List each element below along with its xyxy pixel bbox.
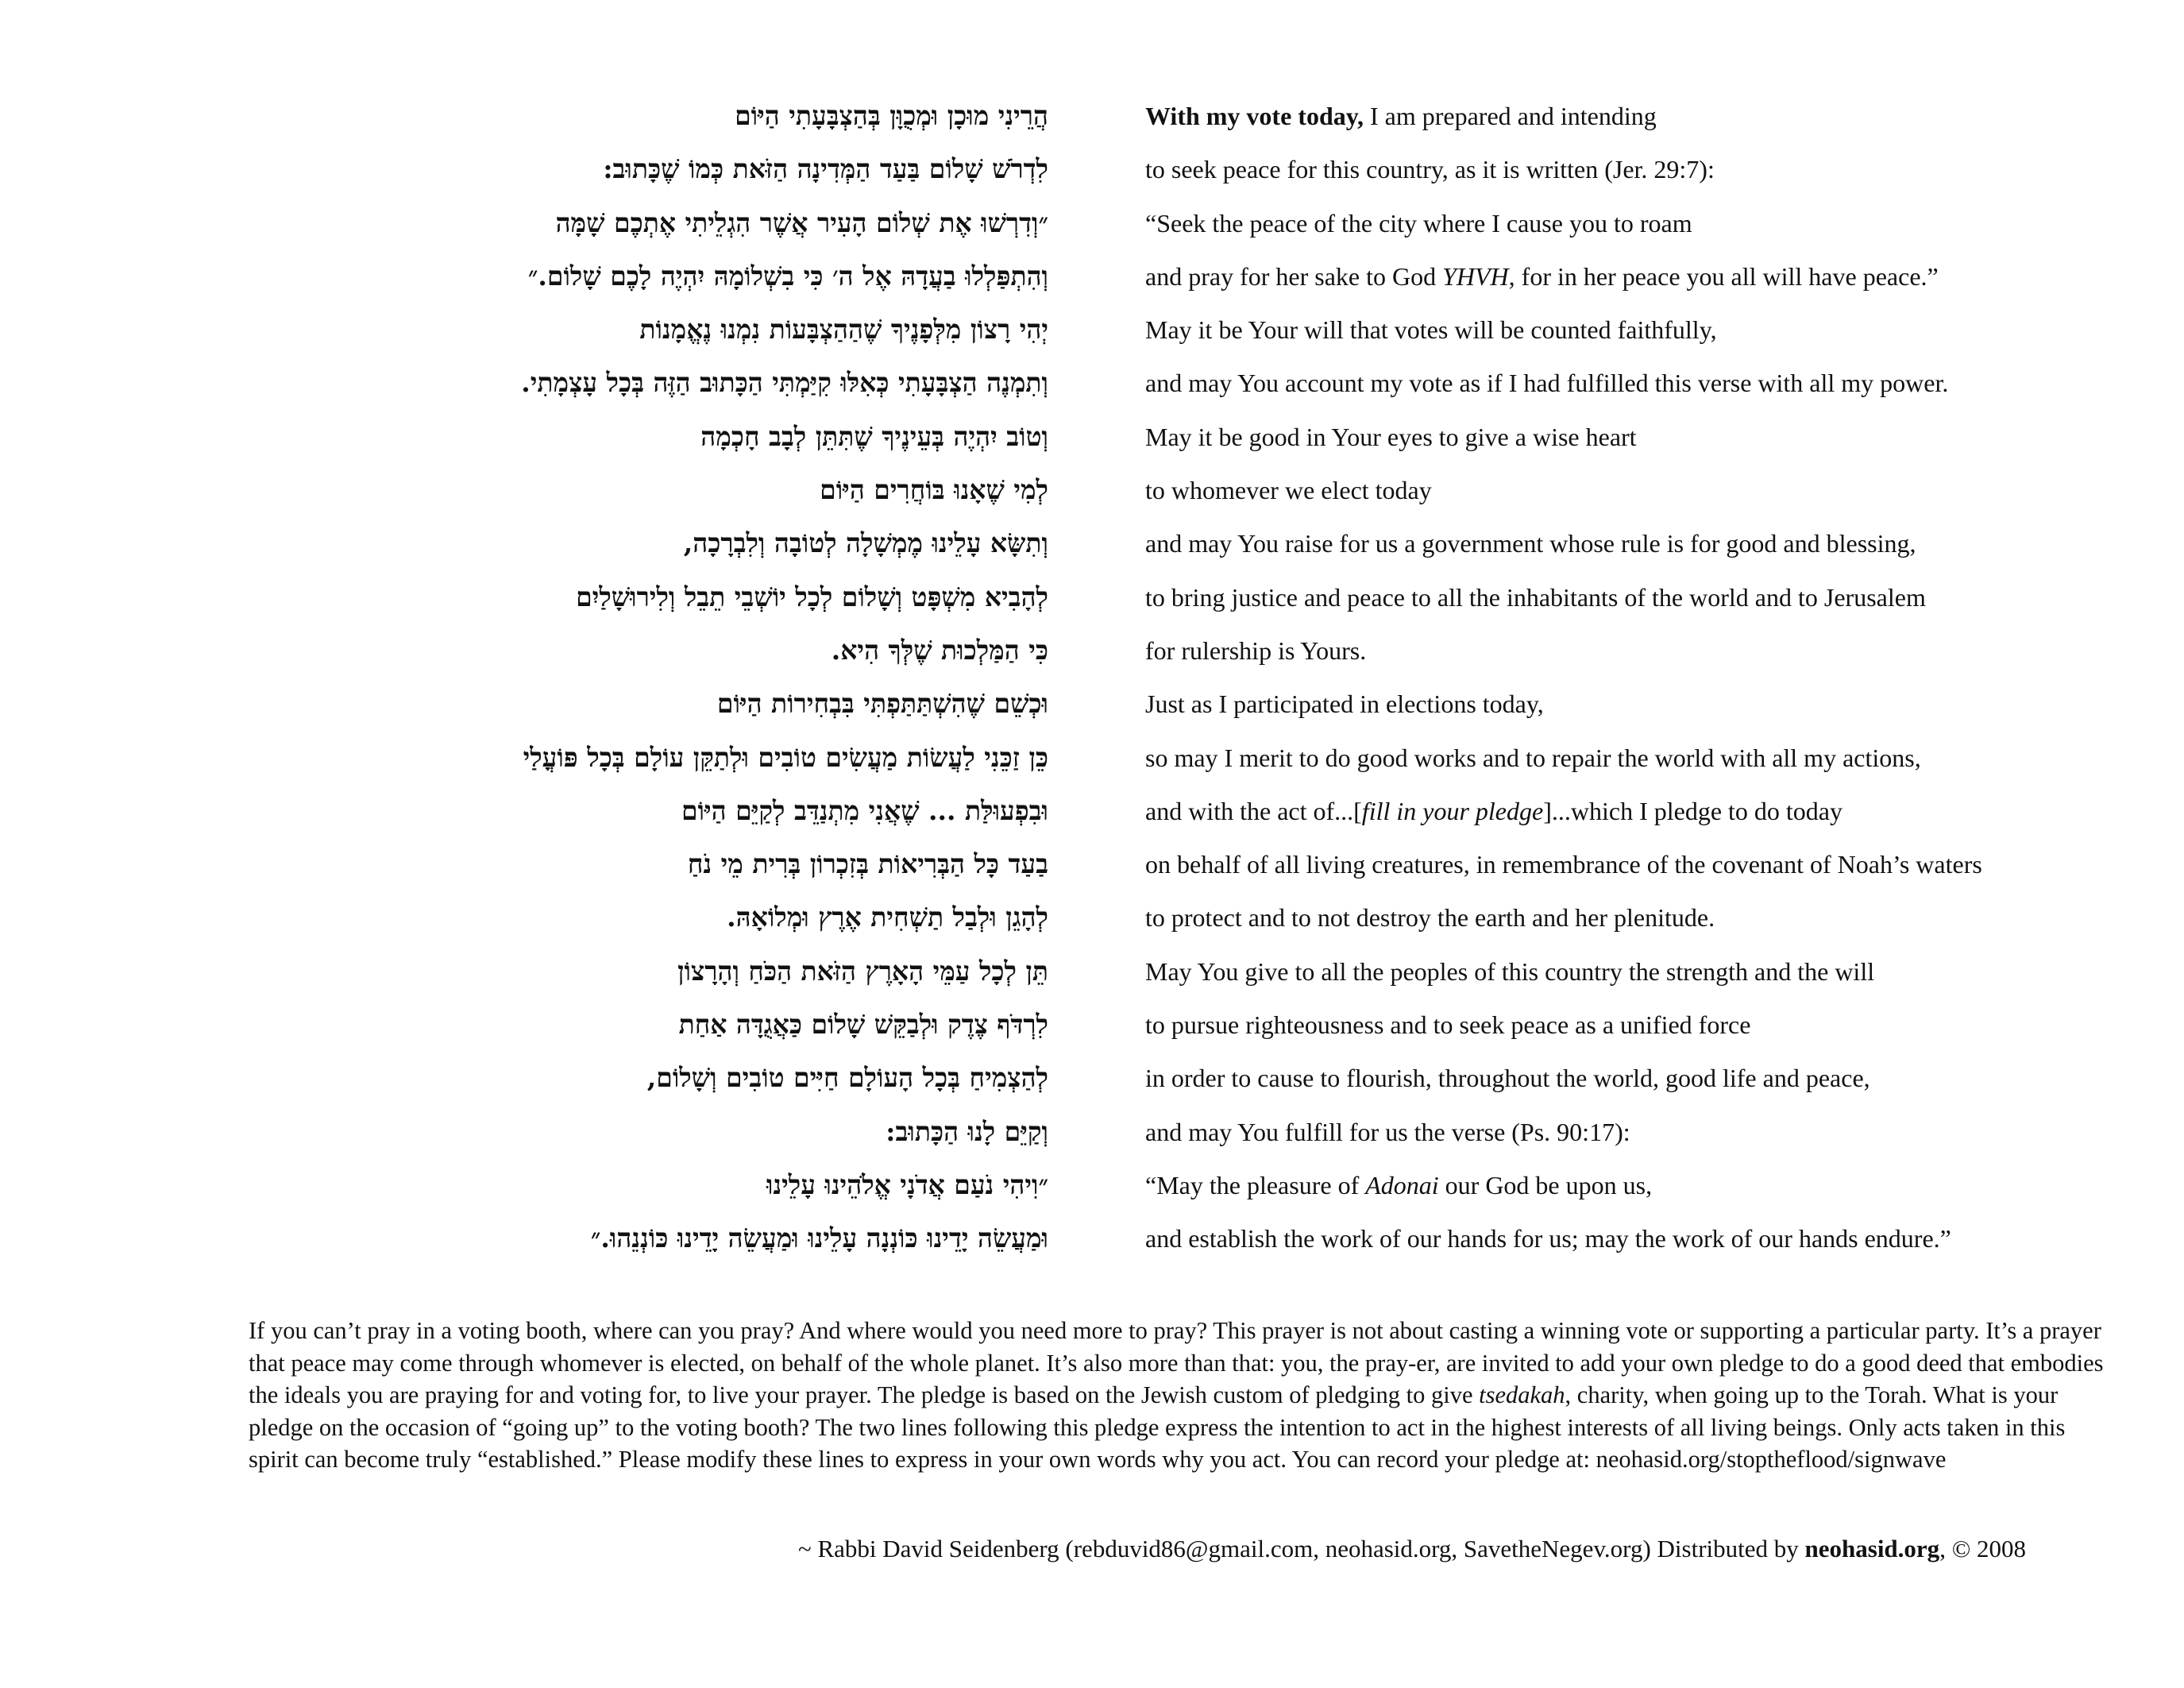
prayer-row [318, 89, 2113, 142]
english-line [1145, 517, 2113, 570]
english-line [1145, 143, 2113, 196]
text-run: to pursue righteousness and to seek peace as a unified force [1145, 1010, 1751, 1040]
text-run: May it be good in Your eyes to give a wise heart [1145, 422, 1637, 451]
english-line [1145, 1159, 2113, 1212]
hebrew-line: לְהָבִיא מִשְׁפָּט וְשָׁלוֹם לְכָל יוֹשְׁבֵי תֵבֵל וְלִירוּשָׁלַיִם [576, 581, 1048, 612]
prayer-row [318, 249, 2113, 303]
hebrew-line: וּמַעֲשֵׂה יָדֵינוּ כּוֹנְנָה עָלֵינוּ וּמַעֲשֵׂה יָדֵינוּ כּוֹנְנֵהוּ.״ [590, 1223, 1048, 1254]
hebrew-line: יְהִי רָצוֹן מִלְּפָנֶיךָ שֶׁהַהַצְבָּעוֹת נִמְנוּ נֶאֱמָנוֹת [639, 314, 1048, 346]
text-run: and with the act of...[ [1145, 796, 1362, 825]
prayer-table [318, 89, 2113, 1265]
prayer-row [318, 1158, 2113, 1211]
text-run: tsedakah [1479, 1381, 1565, 1408]
hebrew-line: הֲרֵינִי מוּכָן וּמְכֻוָּן בְּהַצְבָּעָתִי הַיּוֹם [735, 100, 1048, 131]
english-line [1145, 838, 2113, 891]
text-run: “May the pleasure of [1145, 1170, 1366, 1199]
prayer-row [318, 1211, 2113, 1265]
text-run: to seek peace for this country, as it is written (Jer. 29:7): [1145, 155, 1715, 184]
hebrew-line: לִרְדֹּף צֶדֶק וּלְבַקֵּשׁ שָׁלוֹם כַּאֲגֻדָּה אַחַת [678, 1009, 1048, 1041]
text-run: ~ Rabbi David Seidenberg (rebduvid86@gmail.com, neohasid.org, SavetheNegev.org) Distributed by [797, 1535, 1805, 1562]
text-run: If you can’t pray in a voting booth, where can you pray? And where would you need more to pray? This prayer is not about casting a winning vote or supporting a particular party. It’s a prayer that peace may come through whomever is elected, on behalf of the whole planet. It’s also more than that: you, the pray-er, are invited to add your own pledge to do a good deed that embodies the ideals you are praying for and voting for, to live your prayer. The pledge is based on the Jewish custom of pledging to give [249, 1317, 2104, 1408]
hebrew-line: תֵּן לְכָל עַמֵּי הָאָרֶץ הַזֹּאת הַכֹּחַ וְהָרָצוֹן [677, 955, 1048, 987]
text-run: so may I merit to do good works and to repair the world with all my actions, [1145, 743, 1921, 772]
text-run: With my vote today, [1145, 102, 1364, 130]
prayer-row [318, 303, 2113, 356]
text-run: in order to cause to flourish, throughout the world, good life and peace, [1145, 1064, 1870, 1093]
text-run: and may You raise for us a government whose rule is for good and blessing, [1145, 529, 1916, 558]
text-run: , © 2008 [1939, 1535, 2026, 1562]
english-line [1145, 678, 2113, 731]
prayer-row [318, 1051, 2113, 1104]
english-line [1145, 303, 2113, 357]
english-line [1145, 571, 2113, 624]
prayer-row [318, 731, 2113, 784]
english-line [1145, 464, 2113, 517]
english-line [1145, 945, 2113, 999]
hebrew-line: כִּי הַמַּלְכוּת שֶׁלְּךָ הִיא. [831, 634, 1048, 666]
prayer-row [318, 837, 2113, 890]
text-run: and establish the work of our hands for us; may the work of our hands endure.” [1145, 1224, 1951, 1253]
text-run: our God be upon us, [1438, 1170, 1653, 1199]
prayer-row [318, 677, 2113, 730]
english-line [1145, 624, 2113, 678]
prayer-row [318, 998, 2113, 1051]
hebrew-line: וְטוֹב יִהְיֶה בְּעֵינֶיךָ שֶׁתִּתֵּן לְבָב חָכְמָה [700, 420, 1048, 452]
text-run: , for in her peace you all will have peace.” [1508, 261, 1939, 291]
english-line [1145, 1212, 2113, 1265]
hebrew-line: לְהָגֵן וּלְבַל תַשְׁחִית אֶרֶץ וּמְלוֹאָהּ. [727, 902, 1048, 933]
prayer-row [318, 624, 2113, 677]
english-line [1145, 250, 2113, 303]
hebrew-line: וְתִשָּׂא עָלֵינוּ מֶמְשָׁלָה לְטוֹבָה וְלִבְרָכָה, [683, 527, 1048, 559]
hebrew-line: וְהִתְפַּלְלוּ בַעֲדָהּ אֶל ה׳ כִּי בִשְׁלוֹמָהּ יִהְיֶה לָכֶם שָׁלוֹם.״ [527, 260, 1048, 292]
prayer-row [318, 1105, 2113, 1158]
text-run: and pray for her sake to God [1145, 261, 1443, 291]
commentary-paragraph [249, 1315, 2107, 1476]
hebrew-line: וְתִמְנֶה הַצְבָּעָתִי כְּאִלּוּ קִיַּמְתִּי הַכָּתוּב הַזֶּה בְּכָל עָצְמָתִי. [521, 367, 1048, 399]
hebrew-line: ״וִיהִי נֹעַם אֲדֹנָי אֱלֹהֵינוּ עָלֵינוּ [766, 1168, 1048, 1200]
prayer-row [318, 410, 2113, 463]
english-line [1145, 90, 2113, 143]
text-run: May it be Your will that votes will be counted faithfully, [1145, 315, 1717, 345]
hebrew-line: וְקַיֵּם לָנוּ הַכָּתוּב: [886, 1115, 1048, 1147]
text-run: Adonai [1365, 1170, 1439, 1199]
text-run: for rulership is Yours. [1145, 635, 1367, 665]
english-line [1145, 891, 2113, 944]
text-run: Just as I participated in elections today, [1145, 689, 1544, 719]
english-line [1145, 999, 2113, 1052]
text-run: on behalf of all living creatures, in remembrance of the covenant of Noah’s waters [1145, 850, 1982, 879]
text-run: and may You account my vote as if I had fulfilled this verse with all my power. [1145, 369, 1949, 398]
english-line [1145, 1106, 2113, 1159]
english-line [1145, 732, 2113, 785]
prayer-row [318, 570, 2113, 624]
hebrew-line: וּכְשֵׁם שֶׁהִשְׁתַּתַּפְתִּי בִּבְחִירוֹת הַיּוֹם [716, 688, 1048, 720]
text-run: “Seek the peace of the city where I cause you to roam [1145, 208, 1692, 238]
text-run: to whomever we elect today [1145, 476, 1432, 505]
text-run: , charity, when going up to the Torah. What is your pledge on the occasion of “going up” to the voting booth? The two lines following this pledge express the intention to act in the highest interests of all living beings. Only acts taken in this spirit can become truly “established.” Please modify these lines to express in your own words why you act. You can record your pledge at: neohasid.org/stoptheflood/signwave [249, 1381, 2066, 1473]
english-line [1145, 357, 2113, 410]
english-line [1145, 1052, 2113, 1105]
english-line [1145, 411, 2113, 464]
hebrew-line: ״וְדִרְשׁוּ אֶת שְׁלוֹם הָעִיר אֲשֶׁר הִגְלֵיתִי אֶתְכֶם שָׁמָּה [555, 207, 1048, 238]
prayer-row [318, 890, 2113, 944]
prayer-row [318, 356, 2113, 409]
prayer-row [318, 784, 2113, 837]
text-run: YHVH [1442, 261, 1509, 291]
hebrew-line: וּבִפְעוּלַּת ... שֶׁאֲנִי מִתְנַדֵּב לְקַיֵּם הַיּוֹם [681, 794, 1048, 826]
prayer-row [318, 944, 2113, 998]
prayer-row [318, 516, 2113, 570]
text-run: to protect and to not destroy the earth and her plenitude. [1145, 903, 1715, 933]
hebrew-line: לִדְרֹשׁ שָׁלוֹם בַּעַד הַמְּדִינָה הַזֹּאת כְּמוֹ שֶׁכָּתוּב: [603, 153, 1048, 185]
prayer-row [318, 196, 2113, 249]
text-run: I am prepared and intending [1363, 102, 1657, 130]
text-run: May You give to all the peoples of this country the strength and the will [1145, 956, 1875, 986]
english-line [1145, 785, 2113, 838]
prayer-row [318, 463, 2113, 516]
text-run: and may You fulfill for us the verse (Ps. 90:17): [1145, 1117, 1630, 1146]
hebrew-line: לְהַצְמִיחַ בְּכָל הָעוֹלָם חַיִּים טוֹבִים וְשָׁלוֹם, [646, 1062, 1048, 1094]
hebrew-line: בַעַד כָּל הַבְּרִיאוֹת בְּזִכְרוֹן בְּרִית מֵי נֹחַ [687, 848, 1048, 880]
hebrew-line: כֵּן זַכֵּנִי לַעֲשׂוֹת מַעֲשִׂים טוֹבִים וּלְתַקֵּן עוֹלָם בְּכָל פּוֹעֳלַי [523, 741, 1048, 773]
english-line [1145, 197, 2113, 250]
text-run: neohasid.org [1804, 1535, 1940, 1562]
text-run: ]...which I pledge to do today [1543, 796, 1843, 825]
prayer-row [318, 142, 2113, 195]
text-run: to bring justice and peace to all the inhabitants of the world and to Jerusalem [1145, 582, 1926, 612]
text-run: fill in your pledge [1361, 796, 1544, 825]
hebrew-line: לְמִי שֶׁאָנוּ בּוֹחֲרִים הַיּוֹם [820, 474, 1048, 506]
credit-line [798, 1533, 2026, 1565]
